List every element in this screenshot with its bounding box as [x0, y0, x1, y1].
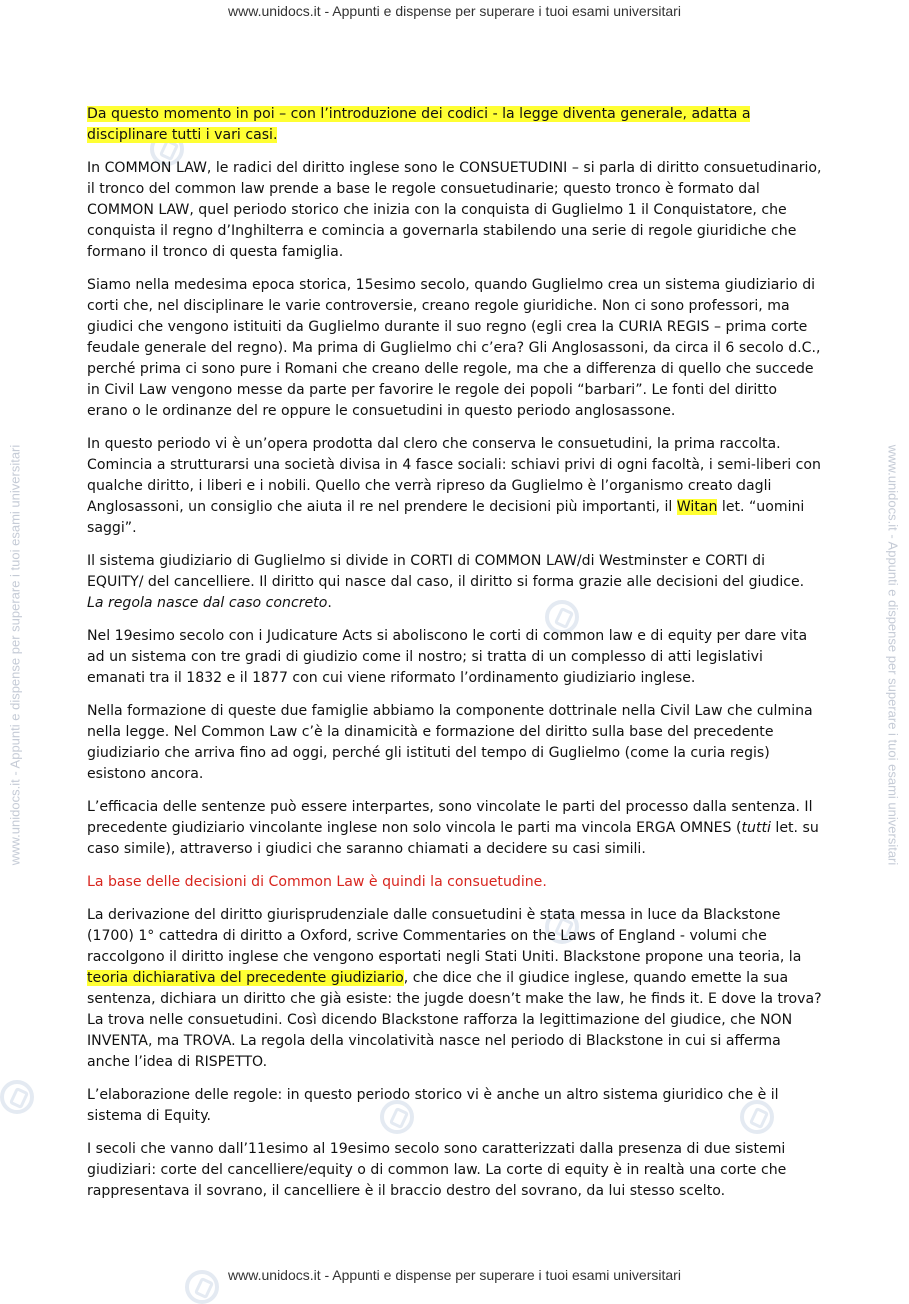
watermark-footer: www.unidocs.it - Appunti e dispense per superare i tuoi esami universitari — [228, 1267, 681, 1283]
text-run: In questo periodo vi è un’opera prodotta dal clero che conserva le consuetudini, la prima raccolta. Comincia a strutturarsi una società divisa in 4 fasce sociali: schiavi privi di ogni facoltà, i semi-liberi con qualche diritto, i liberi e i nobili. Quello che verrà ripreso da Guglielmo è l’organismo creato dagli Anglosassoni, un consiglio che aiuta il re nel prendere le decisioni più importanti, il — [87, 436, 821, 515]
red-paragraph: La base delle decisioni di Common Law è quindi la consuetudine. — [87, 874, 547, 890]
watermark-header: www.unidocs.it - Appunti e dispense per superare i tuoi esami universitari — [228, 3, 681, 19]
text-run: La derivazione del diritto giurisprudenziale dalle consuetudini è stata messa in luce da Blackstone (1700) 1° cattedra di diritto a Oxford, scrive Commentaries on the Laws of England - volumi che raccolgono il diritto inglese che vengono esportati negli Stati Uniti. Blackstone propone una teoria, la — [87, 907, 802, 965]
paragraph — [87, 905, 822, 1073]
text-run: , che dice che il giudice inglese, quando emette la sua sentenza, dichiara un diritto che già esiste: the jugde doesn’t make the law, he finds it. E dove la trova? La trova nelle consuetudini. Così dicendo Blackstone rafforza la legittimazione del giudice, che NON INVENTA, ma TROVA. La regola della vincolatività nasce nel periodo di Blackstone in cui si afferma anche l’idea di RISPETTO. — [87, 970, 822, 1070]
highlighted-text: Witan — [676, 499, 718, 515]
paragraph — [87, 104, 822, 146]
text-run: let. “uomini saggi”. — [87, 499, 805, 536]
paragraph: Nella formazione di queste due famiglie abbiamo la componente dottrinale nella Civil Law che culmina nella legge. Nel Common Law c’è la dinamicità e formazione del diritto sulla base del precedente giudiziario che arriva fino ad oggi, perché gli istituti del tempo di Guglielmo (come la curia regis) esistono ancora. — [87, 703, 813, 782]
highlighted-text: Da questo momento in poi – con l’introduzione dei codici - la legge diventa generale, adatta a disciplinare tutti i vari casi. — [87, 106, 751, 143]
text-run: Il sistema giudiziario di Guglielmo si divide in CORTI di COMMON LAW/di Westminster e CORTI di EQUITY/ del cancelliere. Il diritto qui nasce dal caso, il diritto si forma grazie alle decisioni del giudice. — [87, 553, 805, 590]
watermark-logo-icon — [0, 1080, 34, 1114]
paragraph: Nel 19esimo secolo con i Judicature Acts si aboliscono le corti di common law e di equity per dare vita ad un sistema con tre gradi di giudizio come il nostro; si tratta di un complesso di atti legislativi emanati tra il 1832 e il 1877 con cui viene riformato l’ordinamento giudiziario inglese. — [87, 628, 808, 686]
document-body — [87, 104, 822, 1214]
paragraph: I secoli che vanno dall’11esimo al 19esimo secolo sono caratterizzati dalla presenza di due sistemi giudiziari: corte del cancelliere/equity o di common law. La corte di equity è in realtà una corte che rappresentava il sovrano, il cancelliere è il braccio destro del sovrano, da lui stesso scelto. — [87, 1141, 787, 1199]
text-run: L’efficacia delle sentenze può essere interpartes, sono vincolate le parti del processo dalla sentenza. Il precedente giudiziario vincolante inglese non solo vincola le parti ma vincola ERGA OMNES ( — [87, 799, 813, 836]
paragraph — [87, 551, 822, 614]
text-run: . — [327, 595, 332, 611]
paragraph: Siamo nella medesima epoca storica, 15esimo secolo, quando Guglielmo crea un sistema giudiziario di corti che, nel disciplinare le varie controversie, creano regole giuridiche. Non ci sono professori, ma giudici che vengono istituiti da Guglielmo durante il suo regno (egli crea la CURIA REGIS – prima corte feudale generale del regno). Ma prima di Guglielmo chi c’era? Gli Anglosassoni, da circa il 6 secolo d.C., perché prima ci sono pure i Romani che creano delle regole, ma che a differenza di quello che succede in Civil Law vengono messe da parte per favorire le regole dei popoli “barbari”. Le fonti del diritto erano o le ordinanze del re oppure le consuetudini in questo periodo anglosassone. — [87, 277, 821, 419]
italic-text: La regola nasce dal caso concreto — [87, 595, 328, 611]
watermark-side-left: www.unidocs.it - Appunti e dispense per superare i tuoi esami universitari — [7, 444, 23, 866]
paragraph: In COMMON LAW, le radici del diritto inglese sono le CONSUETUDINI – si parla di diritto consuetudinario, il tronco del common law prende a base le regole consuetudinarie; questo tronco è formato dal COMMON LAW, quel periodo storico che inizia con la conquista di Guglielmo 1 il Conquistatore, che conquista il regno d’Inghilterra e comincia a governarla stabilendo una serie di regole giuridiche che formano il tronco di questa famiglia. — [87, 160, 822, 260]
paragraph: L’elaborazione delle regole: in questo periodo storico vi è anche un altro sistema giuridico che è il sistema di Equity. — [87, 1087, 779, 1124]
paragraph — [87, 797, 822, 860]
paragraph — [87, 434, 822, 539]
italic-text: tutti — [741, 820, 771, 836]
watermark-side-right: www.unidocs.it - Appunti e dispense per superare i tuoi esami universitari — [885, 444, 901, 866]
text-run: let. su caso simile), attraverso i giudici che saranno chiamati a decidere su casi simili. — [87, 820, 819, 857]
highlighted-text: teoria dichiarativa del precedente giudiziario — [87, 970, 404, 986]
